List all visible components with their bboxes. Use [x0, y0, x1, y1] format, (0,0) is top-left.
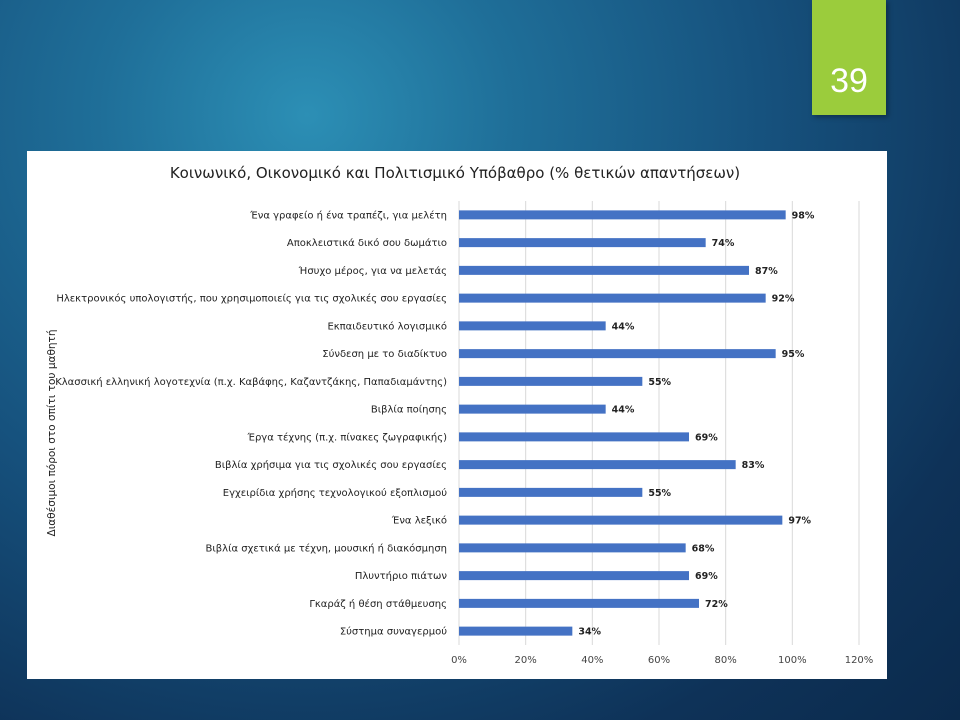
category-label: Ένα γραφείο ή ένα τραπέζι, για μελέτη [250, 210, 447, 222]
data-label: 92% [771, 293, 795, 305]
x-tick-label: 60% [647, 655, 671, 666]
category-label: Εγχειρίδια χρήσης τεχνολογικού εξοπλισμού [222, 487, 447, 499]
bar [459, 294, 766, 303]
bar [459, 321, 606, 330]
x-tick-label: 20% [514, 655, 537, 666]
bar [459, 377, 642, 386]
data-label: 72% [705, 598, 728, 610]
bar [459, 627, 572, 636]
slide-number-badge [812, 0, 886, 115]
bar [459, 405, 606, 414]
bar [459, 432, 689, 441]
category-label: Γκαράζ ή θέση στάθμευσης [309, 598, 447, 610]
category-label: Έργα τέχνης (π.χ. πίνακες ζωγραφικής) [247, 432, 447, 444]
data-label: 69% [695, 432, 718, 444]
data-label: 44% [611, 404, 635, 416]
x-tick-labels [451, 655, 873, 666]
chart-title: Κοινωνικό, Οικονομικό και Πολιτισμικό Υπόβαθρο (% θετικών απαντήσεων) [169, 164, 741, 182]
chart-panel [27, 151, 887, 679]
category-label: Βιβλία χρήσιμα για τις σχολικές σου εργασίες [214, 460, 447, 472]
category-label: Βιβλία σχετικά με τέχνη, μουσική ή διακόσμηση [205, 543, 447, 555]
category-label: Εκπαιδευτικό λογισμικό [327, 321, 447, 333]
category-label: Βιβλία ποίησης [370, 404, 447, 416]
data-label: 44% [611, 321, 635, 333]
bar [459, 460, 736, 469]
x-tick-label: 40% [581, 655, 604, 666]
category-label: Ηλεκτρονικός υπολογιστής, που χρησιμοποιείς για τις σχολικές σου εργασίες [56, 293, 447, 305]
data-label: 95% [781, 349, 805, 361]
category-label: Πλυντήριο πιάτων [354, 571, 447, 583]
bar [459, 238, 706, 247]
bar [459, 516, 782, 525]
category-label: Σύνδεση με το διαδίκτυο [322, 349, 447, 361]
data-label: 55% [648, 487, 672, 499]
category-label: Σύστημα συναγερμού [339, 626, 447, 638]
data-label: 55% [648, 376, 672, 388]
y-axis-title: Διαθέσιμοι πόροι στο σπίτι του μαθητή [46, 329, 58, 537]
data-label: 74% [711, 238, 735, 250]
bar-chart [27, 151, 887, 679]
data-label: 97% [788, 515, 812, 527]
category-label: Ένα λεξικό [391, 515, 447, 527]
bars [459, 210, 786, 635]
bar [459, 571, 689, 580]
bar [459, 266, 749, 275]
category-label: Κλασσική ελληνική λογοτεχνία (π.χ. Καβάφης, Καζαντζάκης, Παπαδιαμάντης) [55, 376, 447, 388]
data-label: 68% [691, 543, 715, 555]
category-label: Αποκλειστικά δικό σου δωμάτιο [286, 238, 447, 250]
bar [459, 488, 642, 497]
slide-number: 39 [830, 62, 868, 100]
x-tick-label: 120% [844, 655, 874, 666]
bar [459, 543, 686, 552]
data-label: 98% [791, 210, 815, 222]
bar [459, 349, 776, 358]
data-label: 69% [695, 571, 718, 583]
x-tick-label: 0% [451, 655, 467, 666]
data-label: 34% [578, 626, 602, 638]
data-label: 87% [755, 265, 778, 277]
bar [459, 210, 786, 219]
bar [459, 599, 699, 608]
category-labels [55, 209, 447, 637]
category-label: Ήσυχο μέρος, για να μελετάς [298, 265, 447, 277]
x-tick-label: 80% [714, 655, 737, 666]
x-tick-label: 100% [778, 655, 807, 666]
data-label: 83% [741, 460, 765, 472]
